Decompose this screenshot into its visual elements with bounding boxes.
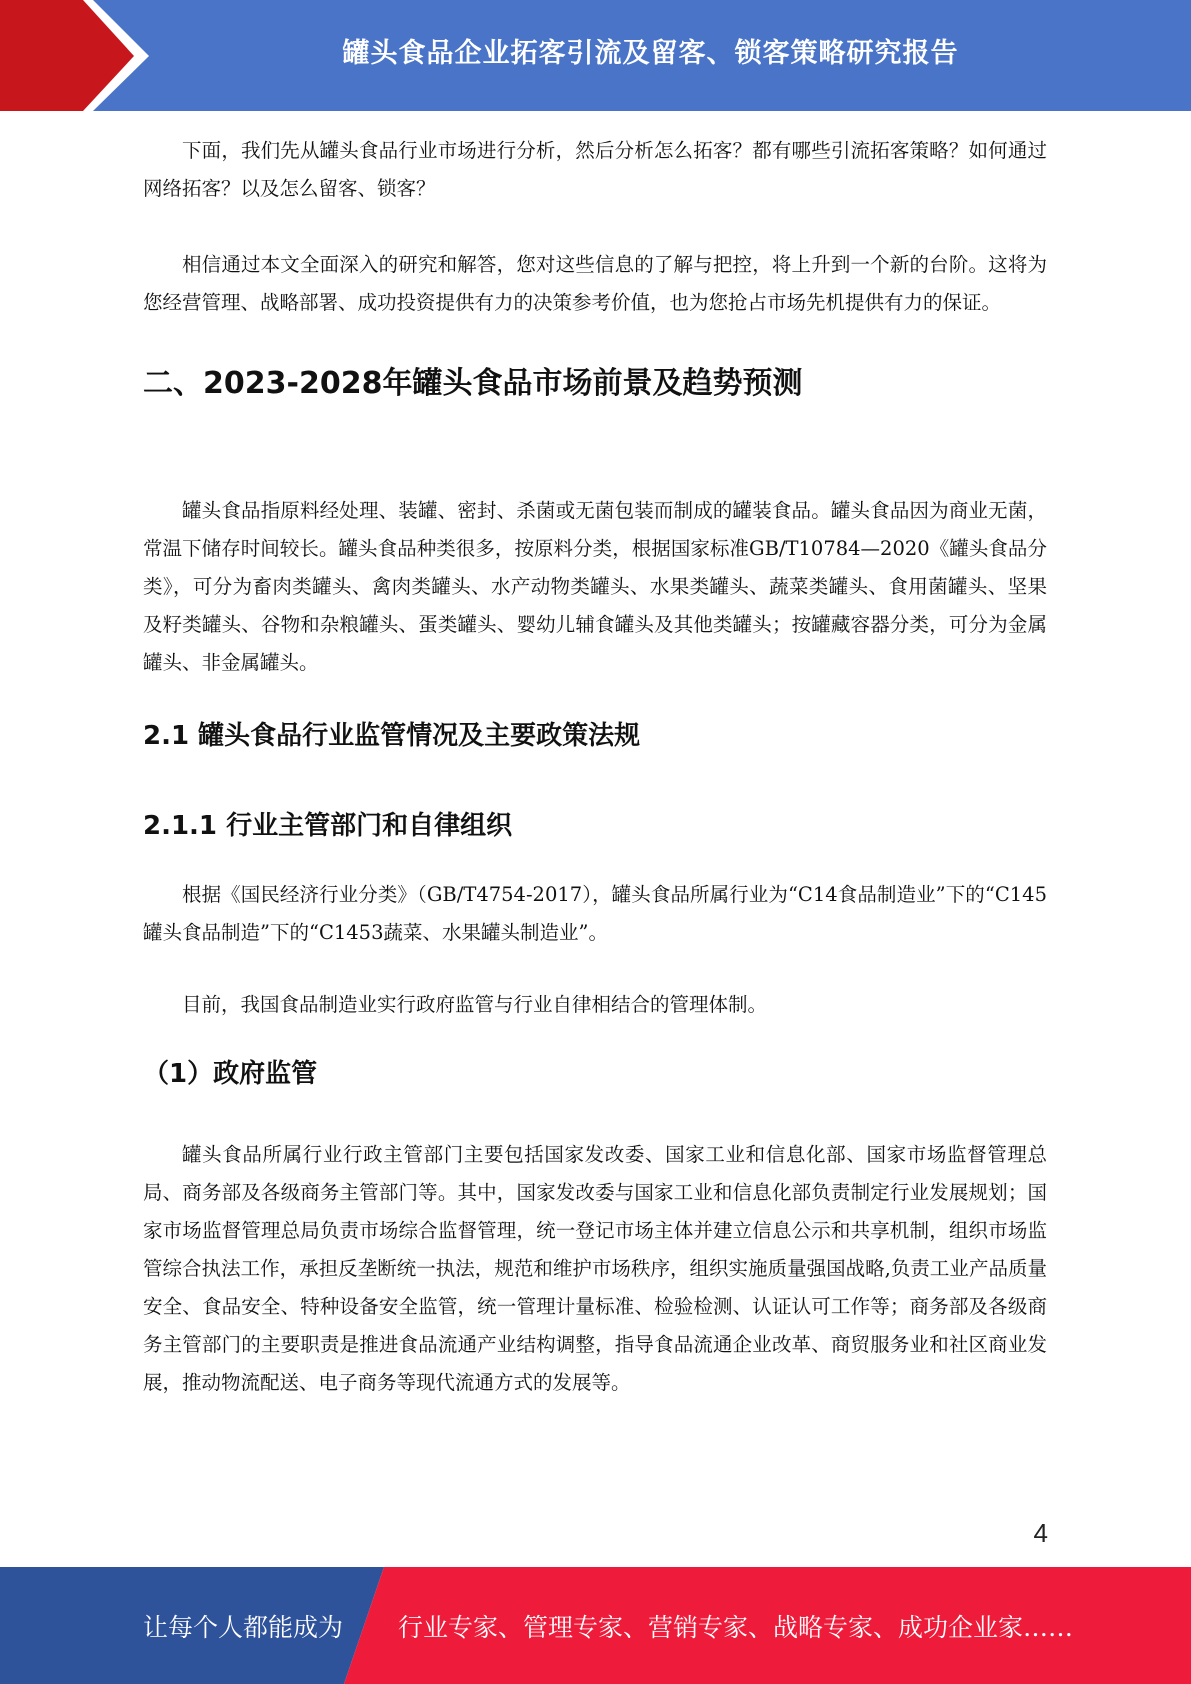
classification-paragraph: 根据《国民经济行业分类》（GB/T4754-2017），罐头食品所属行业为“C14食品制造业”下的“C145罐头食品制造”下的“C1453蔬菜、水果罐头制造业”。 xyxy=(143,883,1047,944)
subsection-heading-2-1: 2.1 罐头食品行业监管情况及主要政策法规 xyxy=(143,721,641,751)
report-title: 罐头食品企业拓客引流及留客、锁客策略研究报告 xyxy=(342,37,959,69)
page-content xyxy=(143,132,1047,1402)
page-number: 4 xyxy=(1033,1518,1048,1548)
regulation-paragraph: 罐头食品所属行业行政主管部门主要包括国家发改委、国家工业和信息化部、国家市场监督管理总局、商务部及各级商务主管部门等。其中，国家发改委与国家工业和信息化部负责制定行业发展规划；国家市场监督管理总局负责市场综合监督管理，统一登记市场主体并建立信息公示和共享机制，组织市场监管综合执法工作，承担反垄断统一执法，规范和维护市场秩序，组织实施质量强国战略,负责工业产品质量安全、食品安全、特种设备安全监管，统一管理计量标准、检验检测、认证认可工作等；商务部及各级商务主管部门的主要职责是推进食品流通产业结构调整，指导食品流通企业改革、商贸服务业和社区商业发展，推动物流配送、电子商务等现代流通方式的发展等。 xyxy=(143,1143,1047,1394)
page-header xyxy=(0,0,1191,111)
page-footer xyxy=(0,1567,1191,1684)
header-arrow-decoration xyxy=(0,0,160,111)
footer-slogan-left: 让每个人都能成为 xyxy=(143,1612,344,1642)
government-regulation-heading: （1）政府监管 xyxy=(143,1059,318,1089)
intro-paragraph: 下面，我们先从罐头食品行业市场进行分析，然后分析怎么拓客？都有哪些引流拓客策略？如何通过网络拓客？以及怎么留客、锁客？ xyxy=(143,139,1047,200)
value-paragraph: 相信通过本文全面深入的研究和解答，您对这些信息的了解与把控，将上升到一个新的台阶。这将为您经营管理、战略部署、成功投资提供有力的决策参考价值，也为您抢占市场先机提供有力的保证。 xyxy=(143,253,1047,314)
subsection-heading-2-1-1: 2.1.1 行业主管部门和自律组织 xyxy=(143,811,513,841)
section-heading: 二、2023-2028年罐头食品市场前景及趋势预测 xyxy=(143,366,803,401)
definition-paragraph: 罐头食品指原料经处理、装罐、密封、杀菌或无菌包装而制成的罐装食品。罐头食品因为商业无菌，常温下储存时间较长。罐头食品种类很多，按原料分类，根据国家标准GB/T10784—2020《罐头食品分类》，可分为畜肉类罐头、禽肉类罐头、水产动物类罐头、水果类罐头、蔬菜类罐头、食用菌罐头、坚果及籽类罐头、谷物和杂粮罐头、蛋类罐头、婴幼儿辅食罐头及其他类罐头；按罐藏容器分类，可分为金属罐头、非金属罐头。 xyxy=(143,499,1047,674)
footer-slogan-right: 行业专家、管理专家、营销专家、战略专家、成功企业家…… xyxy=(398,1612,1074,1642)
management-system-paragraph: 目前，我国食品制造业实行政府监管与行业自律相结合的管理体制。 xyxy=(182,993,768,1016)
